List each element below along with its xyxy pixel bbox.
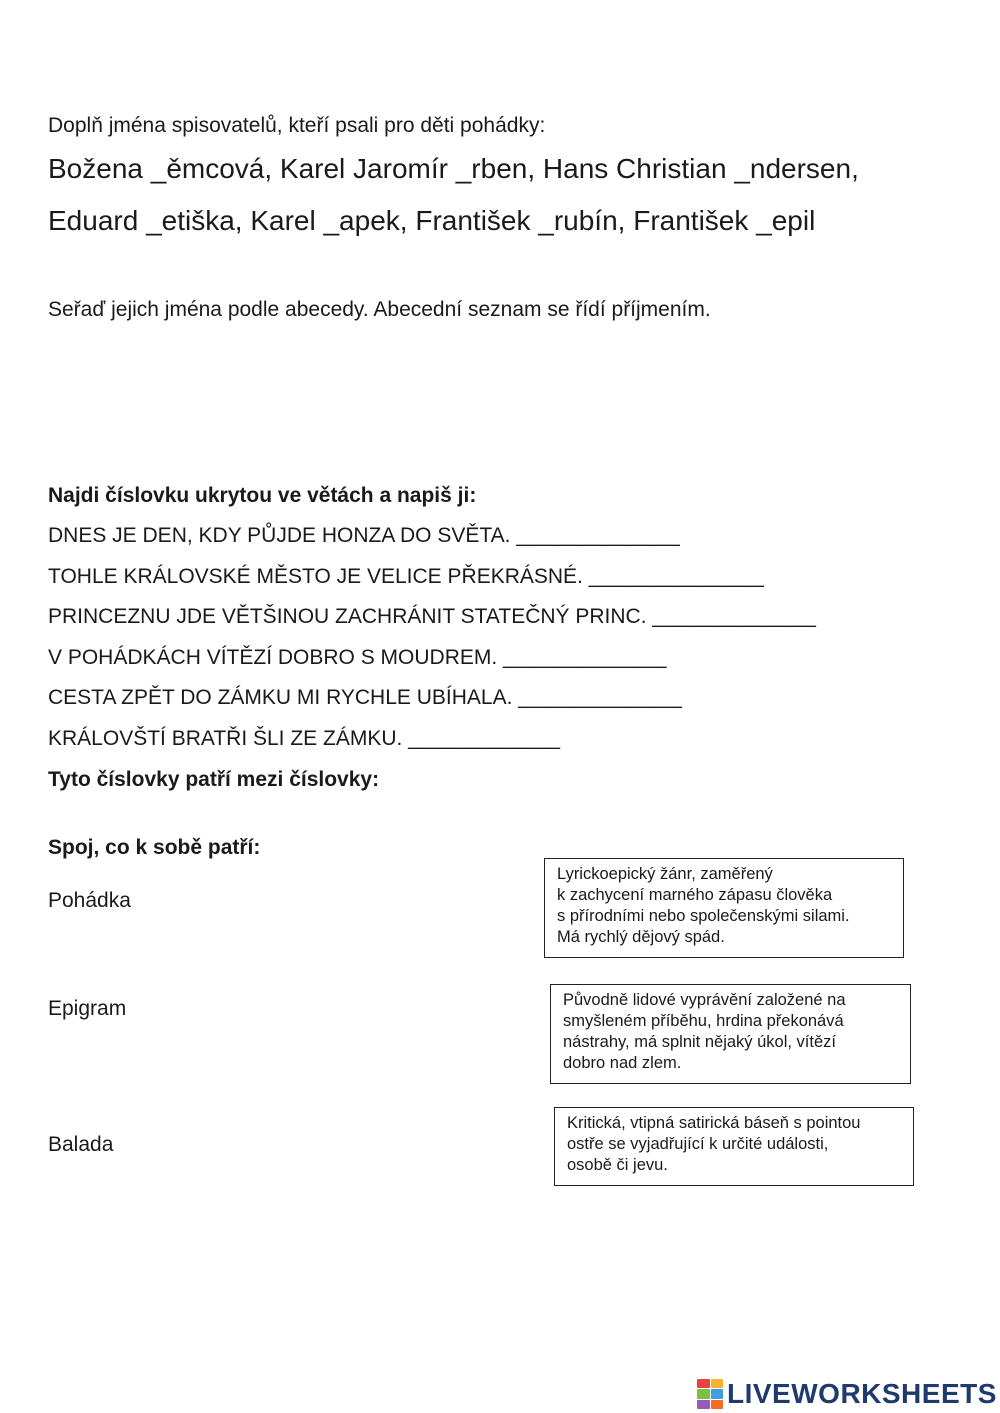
sentence-1: DNES JE DEN, KDY PŮJDE HONZA DO SVĚTA. ______________ [48, 524, 680, 547]
liveworksheets-logo-icon [697, 1379, 723, 1409]
sentence-3: PRINCEZNU JDE VĚTŠINOU ZACHRÁNIT STATEČNÝ PRINC. ______________ [48, 605, 816, 628]
sort-instruction: Seřaď jejich jména podle abecedy. Abecední seznam se řídí příjmením. [48, 298, 711, 321]
term-balada[interactable]: Balada [48, 1133, 114, 1156]
names-line-2: Eduard _etiška, Karel _apek, František _rubín, František _epil [48, 205, 816, 236]
numerals-summary: Tyto číslovky patří mezi číslovky: [48, 768, 380, 791]
sentence-5: CESTA ZPĚT DO ZÁMKU MI RYCHLE UBÍHALA. ______________ [48, 686, 682, 709]
definition-box-1[interactable]: Lyrickoepický žánr, zaměřený k zachycení marného zápasu člověka s přírodními nebo společenskými silami. Má rychlý dějový spád. [544, 858, 904, 958]
sentence-6: KRÁLOVŠTÍ BRATŘI ŠLI ZE ZÁMKU. _____________ [48, 727, 561, 750]
definition-box-2[interactable]: Původně lidové vyprávění založené na smyšleném příběhu, hrdina překonává nástrahy, má splnit nějaký úkol, vítězí dobro nad zlem. [550, 984, 911, 1084]
match-heading: Spoj, co k sobě patří: [48, 836, 261, 859]
liveworksheets-logo [697, 1377, 997, 1411]
definition-box-3[interactable]: Kritická, vtipná satirická báseň s pointou ostře se vyjadřující k určité události, osobě či jevu. [554, 1107, 914, 1186]
names-line-1: Božena _ěmcová, Karel Jaromír _rben, Hans Christian _ndersen, [48, 153, 859, 184]
fill-names-instruction: Doplň jména spisovatelů, kteří psali pro děti pohádky: [48, 114, 546, 137]
term-pohadka[interactable]: Pohádka [48, 889, 131, 912]
term-epigram[interactable]: Epigram [48, 997, 127, 1020]
liveworksheets-brand: LIVEWORKSHEETS [727, 1378, 997, 1409]
sentence-4: V POHÁDKÁCH VÍTĚZÍ DOBRO S MOUDREM. ______________ [48, 646, 667, 669]
numerals-heading: Najdi číslovku ukrytou ve větách a napiš ji: [48, 484, 477, 507]
sentence-2: TOHLE KRÁLOVSKÉ MĚSTO JE VELICE PŘEKRÁSNÉ. _______________ [48, 565, 764, 588]
